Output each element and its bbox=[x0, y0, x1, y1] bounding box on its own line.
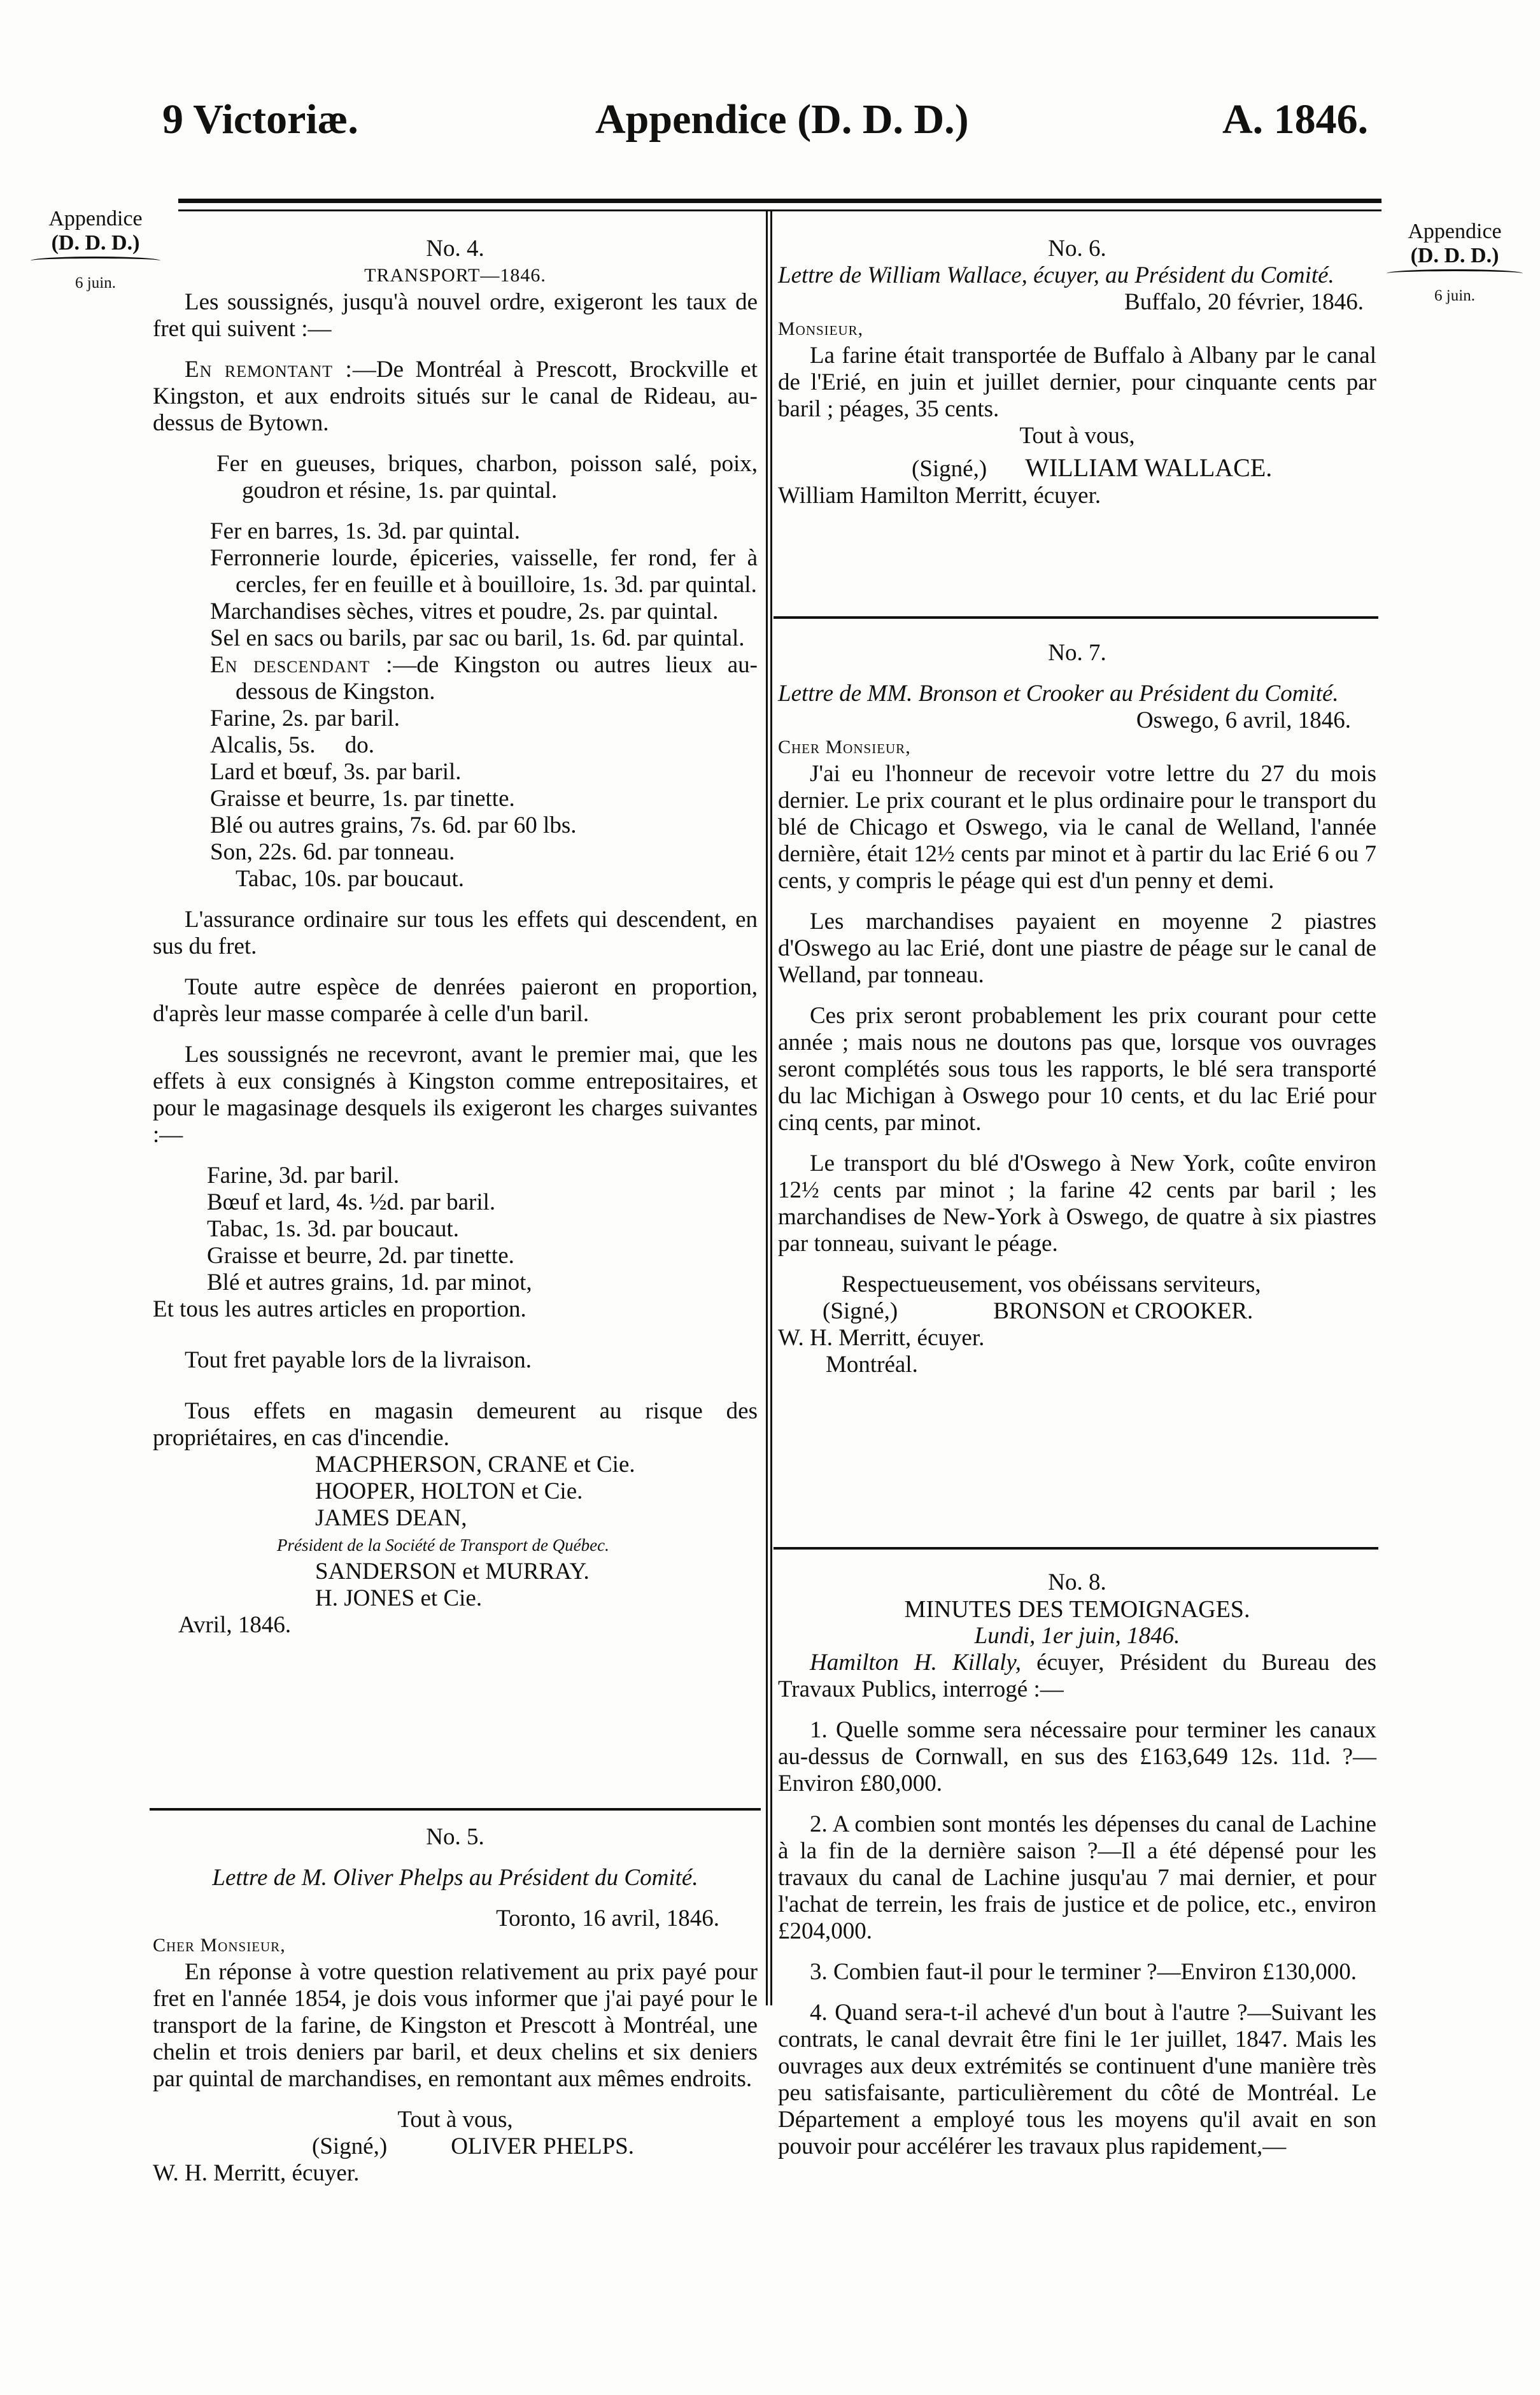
rate-line: Tabac, 10s. par boucaut. bbox=[236, 866, 465, 892]
rate-line: Ferronnerie lourde, épiceries, vaisselle, fer rond, fer à cercles, fer en feuille et à bouilloire, 1s. 3d. par quintal. bbox=[210, 545, 758, 598]
column-divider bbox=[766, 210, 772, 2005]
no4-title: No. 4. bbox=[426, 236, 484, 262]
storage-last: Et tous les autres articles en proportion. bbox=[153, 1296, 526, 1322]
remontant-text: —De Montréal à Prescott, Brockville et Kingston, et aux endroits situés sur le canal de Rideau, au-dessus de Bytown. bbox=[153, 357, 758, 436]
rate-line: Marchandises sèches, vitres et poudre, 2s. par quintal. bbox=[210, 598, 719, 625]
no8-title: No. 8. bbox=[1048, 1569, 1106, 1595]
signatory: HOOPER, HOLTON et Cie. bbox=[315, 1478, 583, 1504]
margin-label-2: (D. D. D.) bbox=[1410, 244, 1499, 267]
para-storage: Les soussignés ne recevront, avant le premier mai, que les effets à eux consignés à Kingston comme entrepositaires, et pour le magasinage desquels ils exigeront les charges suivantes :— bbox=[153, 1042, 758, 1148]
no6-addressee: William Hamilton Merritt, écuyer. bbox=[778, 483, 1101, 509]
para-other: Toute autre espèce de denrées paieront en proportion, d'après leur masse comparée à celle d'un baril. bbox=[153, 974, 758, 1027]
no6-salutation: Monsieur, bbox=[778, 318, 864, 339]
storage-line: Farine, 3d. par baril. bbox=[207, 1162, 400, 1189]
header-left: 9 Victoriæ. bbox=[162, 96, 358, 143]
rate-line: Lard et bœuf, 3s. par baril. bbox=[210, 759, 462, 785]
margin-brace bbox=[31, 257, 160, 265]
margin-label-1: Appendice bbox=[48, 207, 143, 230]
margin-brace bbox=[1387, 269, 1523, 278]
no5-addressee: W. H. Merritt, écuyer. bbox=[153, 2160, 360, 2186]
no8-heading: MINUTES DES TEMOIGNAGES. bbox=[904, 1596, 1250, 1623]
no6-closing: Tout à vous, bbox=[1019, 423, 1135, 449]
signatories bbox=[153, 1452, 758, 1612]
no8-q1: 1. Quelle somme sera nécessaire pour terminer les canaux au-dessus de Cornwall, en sus des £163,649 12s. 11d. ?—Environ £80,000. bbox=[778, 1717, 1376, 1797]
para-payable: Tout fret payable lors de la livraison. bbox=[185, 1347, 532, 1373]
left-column-no5 bbox=[153, 1824, 758, 2187]
no5-title: No. 5. bbox=[426, 1824, 484, 1850]
rate-line: Son, 22s. 6d. par tonneau. bbox=[210, 839, 455, 865]
storage-line: Tabac, 1s. 3d. par boucaut. bbox=[207, 1216, 460, 1242]
remontant-label: En remontant : bbox=[185, 357, 353, 383]
no6-place: Buffalo, 20 février, 1846. bbox=[1124, 289, 1364, 315]
signatory: MACPHERSON, CRANE et Cie. bbox=[315, 1452, 635, 1478]
no7-closing: Respectueusement, vos obéissans serviteurs, bbox=[842, 1271, 1261, 1297]
no8-q2: 2. A combien sont montés les dépenses du canal de Lachine à la fin de la dernière saison ?—Il a été dépensé pour les travaux du canal de Lachine jusqu'au 7 mai dernier, et pour l'achat de terrein, les frais de justice et de police, etc., environ £204,000. bbox=[778, 1811, 1376, 1944]
no6-name: WILLIAM WALLACE. bbox=[1025, 453, 1273, 482]
no7-addressee1: W. H. Merritt, écuyer. bbox=[778, 1325, 985, 1351]
no5-signed: (Signé,) bbox=[312, 2133, 388, 2159]
no7-salutation: Cher Monsieur, bbox=[778, 737, 911, 758]
no7-p4: Le transport du blé d'Oswego à New York, coûte environ 12½ cents par minot ; la farine 42 cents par baril ; les marchandises de New-York à Oswego, de quatre à six piastres par tonneau, suivant le péage. bbox=[778, 1150, 1376, 1257]
rate-line: Fer en barres, 1s. 3d. par quintal. bbox=[210, 518, 521, 544]
no4-intro: Les soussignés, jusqu'à nouvel ordre, exigeront les taux de fret qui suivent :— bbox=[153, 289, 758, 342]
no7-p2: Les marchandises payaient en moyenne 2 piastres d'Oswego au lac Erié, dont une piastre de péage sur le canal de Welland, par tonneau. bbox=[778, 908, 1376, 988]
descendant-label: En descendant : bbox=[210, 652, 393, 678]
no4-remontant bbox=[153, 357, 758, 437]
signatory: SANDERSON et MURRAY. bbox=[315, 1558, 590, 1585]
no7-p1: J'ai eu l'honneur de recevoir votre lettre du 27 du mois dernier. Le prix courant et le plus ordinaire pour le transport du blé de Chicago et Oswego, via le canal de Welland, l'année dernière, était 12½ cents par minot et à partir du lac Erié 6 ou 7 cents, y compris le péage qui est d'un penny et demi. bbox=[778, 761, 1376, 894]
rate-line: Graisse et beurre, 1s. par tinette. bbox=[210, 786, 515, 812]
storage-line: Blé et autres grains, 1d. par minot, bbox=[207, 1269, 532, 1296]
separator-no5 bbox=[150, 1808, 761, 1811]
no7-addressee2: Montréal. bbox=[826, 1352, 918, 1378]
rate-list-b bbox=[153, 518, 758, 893]
no6-body: La farine était transportée de Buffalo à Albany par le canal de l'Erié, en juin et juillet dernier, pour cinquante cents par baril ; péages, 35 cents. bbox=[778, 343, 1376, 422]
no8-q4: 4. Quand sera-t-il achevé d'un bout à l'autre ?—Suivant les contrats, le canal devrait être fini le 1er juillet, 1847. Mais les ouvrages aux deux extrémités se continuent d'une manière très peu satisfaisante, particulièrement du côté de Montréal. Le Département a employé tous les moyens qu'il avait en son pouvoir pour accélérer les travaux plus rapidement,— bbox=[778, 2000, 1376, 2159]
storage-line: Graisse et beurre, 2d. par tinette. bbox=[207, 1243, 514, 1269]
signatory-note: Président de la Société de Transport de Québec. bbox=[277, 1536, 609, 1555]
header-rule bbox=[178, 199, 1381, 211]
no8-intro bbox=[778, 1650, 1376, 1703]
margin-label-1: Appendice bbox=[1408, 220, 1502, 243]
margin-note-left bbox=[25, 207, 166, 295]
descendant-line bbox=[210, 652, 758, 705]
storage-line: Bœuf et lard, 4s. ½d. par baril. bbox=[207, 1189, 496, 1215]
no7-name: BRONSON et CROOKER. bbox=[993, 1298, 1254, 1324]
separator-no7 bbox=[774, 616, 1378, 619]
header-right: A. 1846. bbox=[1222, 96, 1369, 143]
signatory: H. JONES et Cie. bbox=[315, 1585, 483, 1611]
no4-subtitle: TRANSPORT—1846. bbox=[364, 265, 546, 286]
no8-intro-rest: écuyer, Président du Bureau des Travaux Publics, interrogé :— bbox=[778, 1650, 1376, 1702]
storage-list bbox=[153, 1162, 758, 1296]
signatory: JAMES DEAN, bbox=[315, 1505, 467, 1531]
no5-name: OLIVER PHELPS. bbox=[451, 2133, 634, 2159]
para-risk: Tous effets en magasin demeurent au risque des propriétaires, en cas d'incendie. bbox=[153, 1398, 758, 1451]
no8-q3: 3. Combien faut-il pour le terminer ?—Environ £130,000. bbox=[810, 1959, 1357, 1985]
separator-no8 bbox=[774, 1547, 1378, 1550]
no8-intro-name: Hamilton H. Killaly, bbox=[810, 1650, 1021, 1676]
no7-subtitle: Lettre de MM. Bronson et Crooker au Président du Comité. bbox=[778, 681, 1339, 707]
rate-line: Fer en gueuses, briques, charbon, poisson salé, poix, goudron et résine, 1s. par quintal. bbox=[216, 451, 758, 504]
no7-p3: Ces prix seront probablement les prix courant pour cette année ; mais nous ne doutons pas que, lorsque vos ouvrages seront complétés sous tous les rapports, le blé sera transporté du lac Michigan à Oswego pour 10 cents, et du lac Erié pour cinq cents, par minot. bbox=[778, 1003, 1376, 1136]
no5-salutation: Cher Monsieur, bbox=[153, 1935, 286, 1956]
no6-signed: (Signé,) bbox=[912, 456, 987, 482]
right-column-no8 bbox=[778, 1569, 1376, 2160]
rate-line: Sel en sacs ou barils, par sac ou baril, 1s. 6d. par quintal. bbox=[210, 625, 745, 651]
no6-title: No. 6. bbox=[1048, 236, 1106, 262]
rate-line: Blé ou autres grains, 7s. 6d. par 60 lbs. bbox=[210, 812, 577, 838]
rate-line: Alcalis, 5s. do. bbox=[210, 732, 374, 758]
no7-place: Oswego, 6 avril, 1846. bbox=[1136, 707, 1351, 733]
margin-date: 6 juin. bbox=[75, 274, 116, 292]
margin-date: 6 juin. bbox=[1434, 287, 1475, 304]
header-center: Appendice (D. D. D.) bbox=[595, 96, 969, 143]
no7-signature bbox=[778, 1298, 1376, 1325]
no5-closing: Tout à vous, bbox=[397, 2107, 513, 2133]
descendant-text: —de Kingston ou autres lieux au-dessous de Kingston. bbox=[236, 652, 758, 705]
no5-signature bbox=[153, 2133, 758, 2160]
no5-subtitle: Lettre de M. Oliver Phelps au Président du Comité. bbox=[212, 1865, 698, 1891]
right-column bbox=[778, 236, 1376, 509]
para-insurance: L'assurance ordinaire sur tous les effets qui descendent, en sus du fret. bbox=[153, 907, 758, 959]
no7-title: No. 7. bbox=[1048, 640, 1106, 666]
left-column bbox=[153, 236, 758, 1639]
date-line: Avril, 1846. bbox=[178, 1612, 292, 1638]
no7-signed: (Signé,) bbox=[823, 1298, 898, 1324]
rate-line: Farine, 2s. par baril. bbox=[210, 705, 400, 731]
right-column-no7 bbox=[778, 640, 1376, 1378]
no6-subtitle: Lettre de William Wallace, écuyer, au Président du Comité. bbox=[778, 262, 1334, 288]
margin-label-2: (D. D. D.) bbox=[51, 231, 140, 255]
margin-note-right bbox=[1381, 220, 1528, 308]
no5-place: Toronto, 16 avril, 1846. bbox=[496, 1905, 719, 1932]
no8-date: Lundi, 1er juin, 1846. bbox=[974, 1623, 1180, 1649]
no5-body: En réponse à votre question relativement au prix payé pour fret en l'année 1854, je dois vous informer que j'ai payé pour le transport de la farine, de Kingston et Prescott à Montréal, une chelin et trois deniers par baril, et deux chelins et six deniers par quintal de marchandises, en remontant aux mêmes endroits. bbox=[153, 1959, 758, 2092]
no6-signature bbox=[778, 449, 1376, 483]
